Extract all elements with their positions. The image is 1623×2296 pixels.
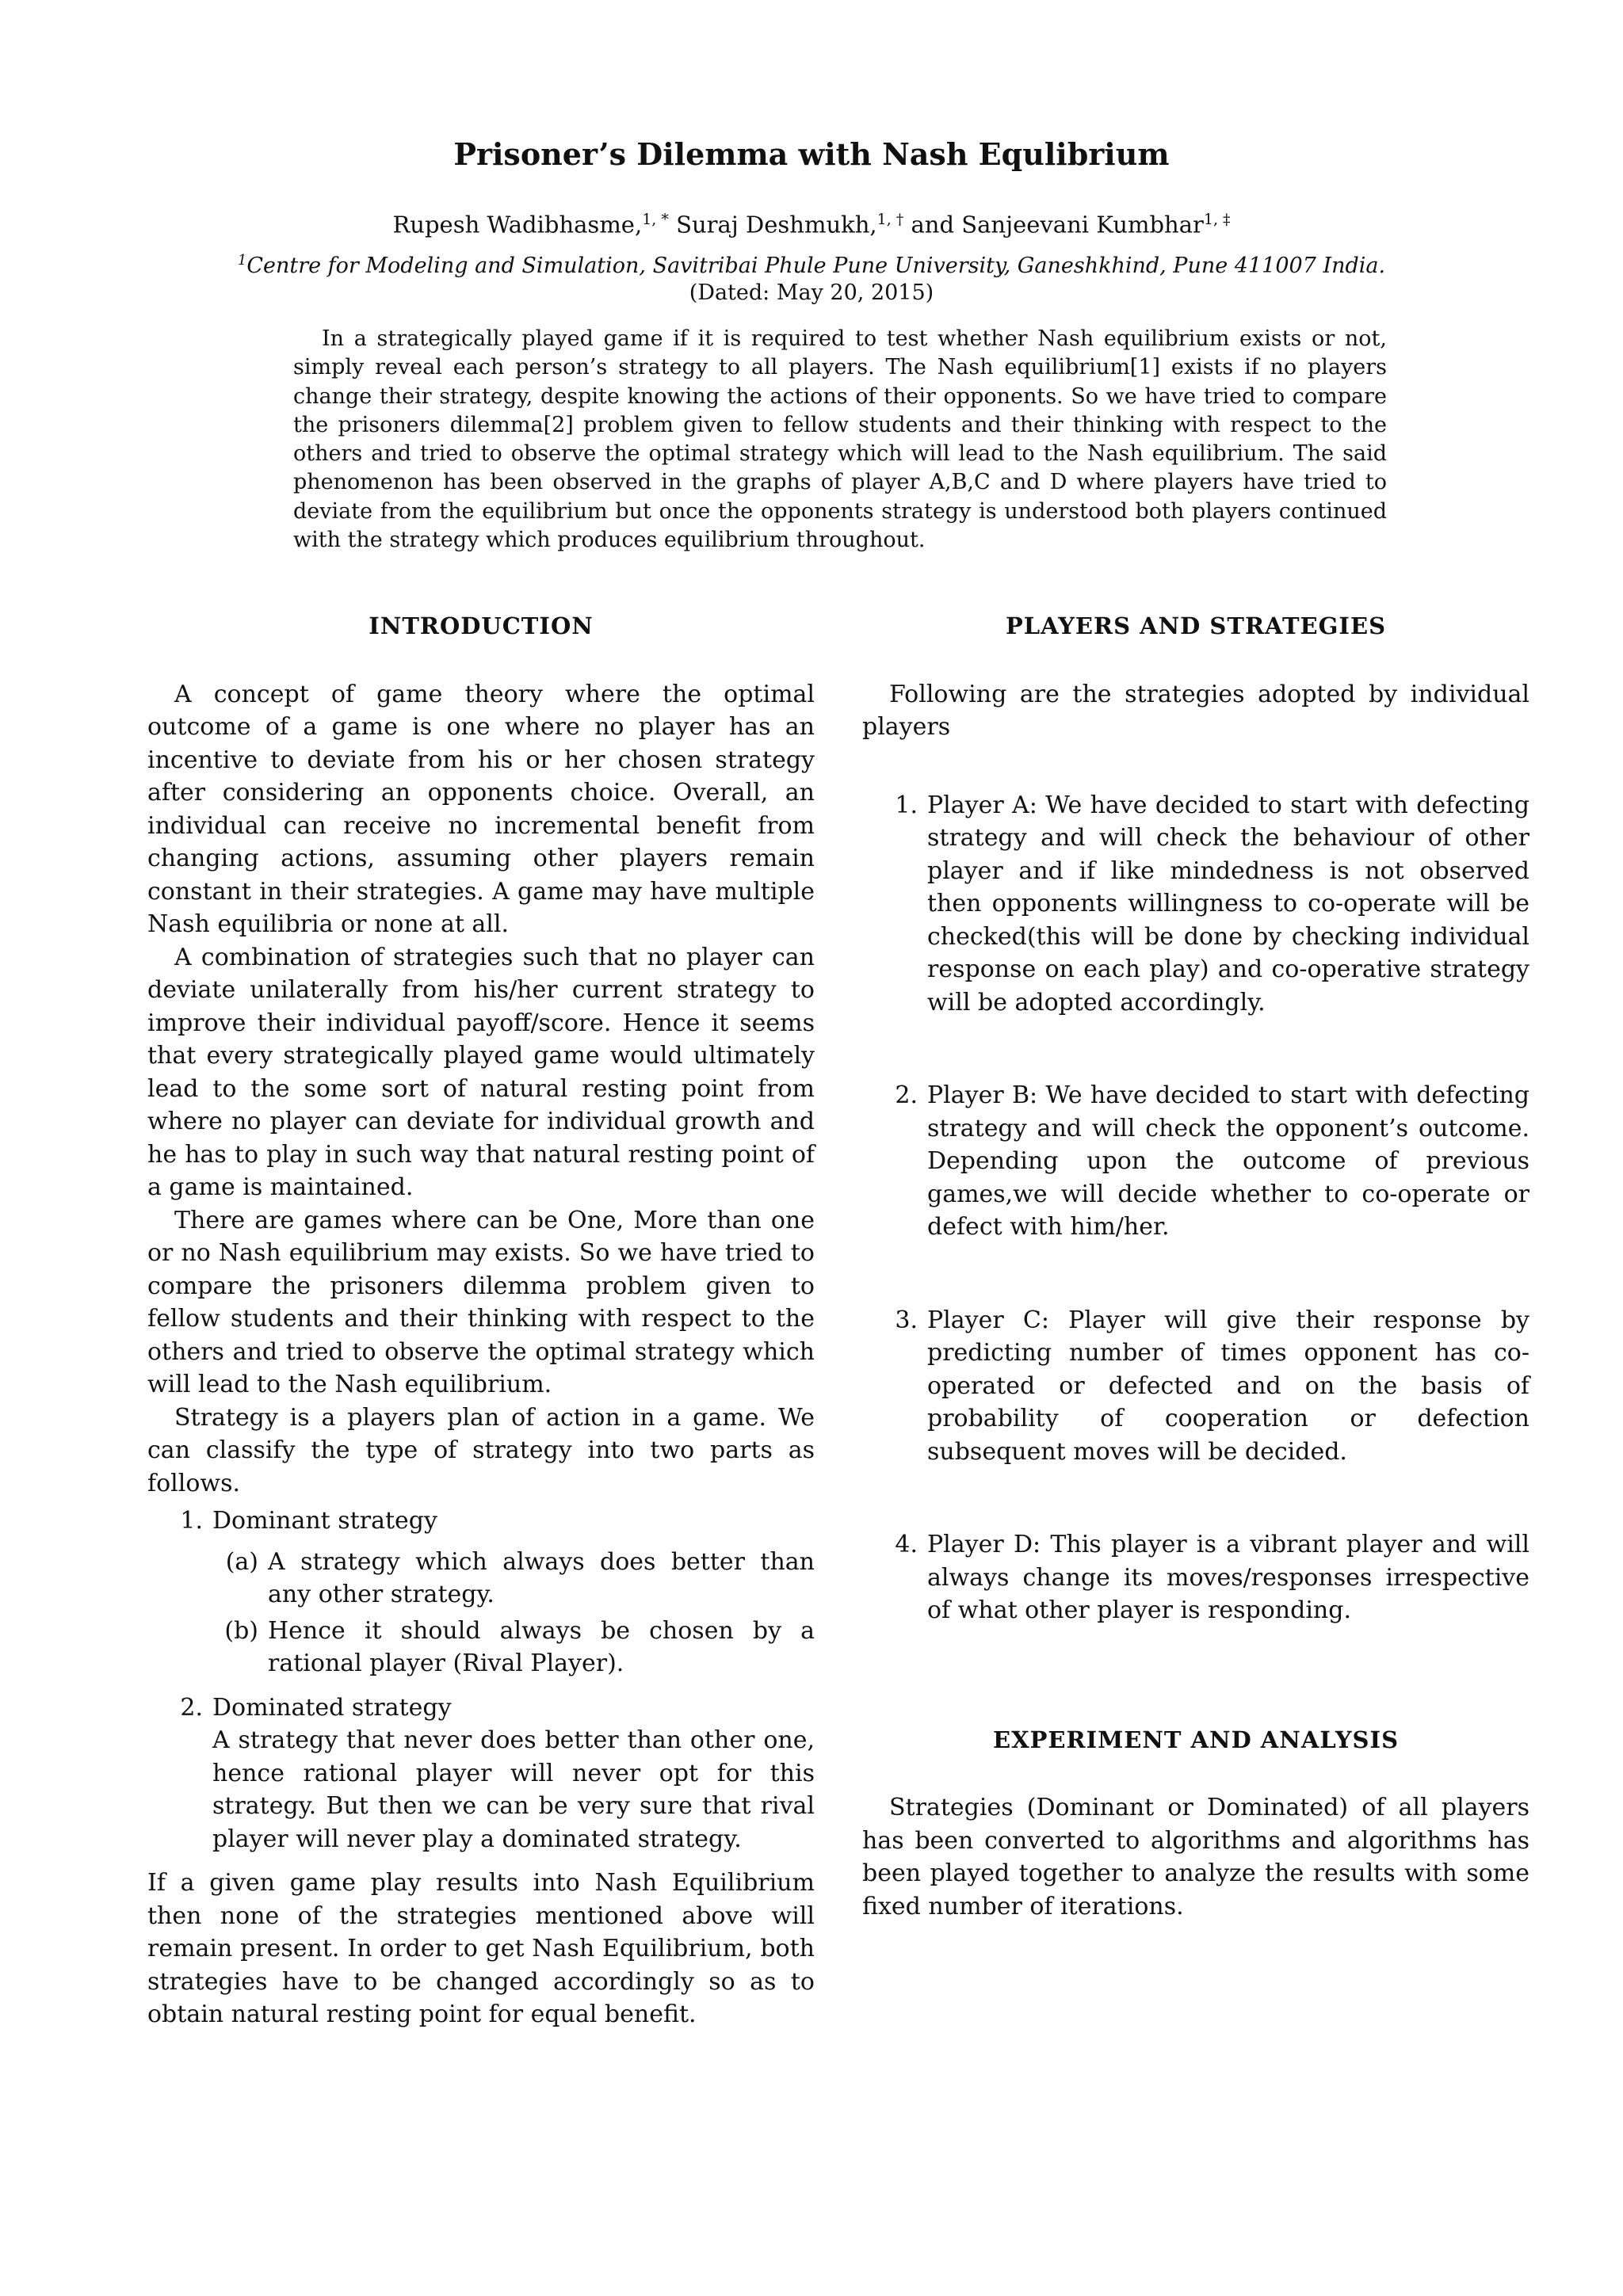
right-column [862,610,1529,1923]
intro-paragraph-3: There are games where can be One, More than one or no Nash equilibrium may exists. So we have tried to compare the prisoners dilemma problem given to fellow students and their thinking with respect to the others and tried to observe the optimal strategy which will lead to the Nash equilibrium. [147,1206,815,1398]
list-item-description: A strategy that never does better than other one, hence rational player will never opt for this strategy. But then we can be very sure that rival player will never play a dominated strategy. [212,1726,815,1853]
list-number: 1. [180,1507,203,1535]
author-affil-mark: 1, † [876,211,904,228]
list-number: 3. [895,1306,918,1334]
sub-list-item [212,1546,815,1611]
players-intro: Following are the strategies adopted by individual players [862,680,1529,741]
section-heading-experiment: EXPERIMENT AND ANALYSIS [992,1726,1400,1753]
sub-list-label: (b) [224,1616,258,1645]
sub-list-item [212,1615,815,1680]
sub-list-text: A strategy which always does better than any other strategy. [268,1547,815,1608]
author-line [0,211,1623,238]
intro-paragraph-2: A combination of strategies such that no player can deviate unilaterally from his/her current strategy to improve their individual payoff/score. Hence it seems that every strategically played game would ultimately lead to the some sort of natural resting point from where no player can deviate for individual growth and he has to play in such way that natural resting point of a game is maintained. [147,943,815,1201]
author-affil-mark: 1, ‡ [1203,211,1231,228]
affiliation [0,252,1623,278]
left-column [147,610,815,2031]
experiment-paragraph-1: Strategies (Dominant or Dominated) of all players has been converted to algorithms and algorithms has been played together to analyze the results with some fixed number of iterations. [862,1794,1529,1920]
author-affil-mark: 1, * [642,211,669,228]
abstract: In a strategically played game if it is required to test whether Nash equilibrium exists or not, simply reveal each person’s strategy to all players. The Nash equilibrium[1] exists if no players change their strategy, despite knowing the actions of their opponents. So we have tried to compare the prisoners dilemma[2] problem given to fellow students and their thinking with respect to the others and tried to observe the optimal strategy which will lead to the Nash equilibrium. The said phenomenon has been observed in the graphs of player A,B,C and D where players have tried to deviate from the equilibrium but once the opponents strategy is understood both players continued with the strategy which produces equilibrium throughout. [293,326,1387,553]
intro-paragraph-4: Strategy is a players plan of action in a game. We can classify the type of strategy into two parts as follows. [147,1403,815,1497]
list-item-text: Player A: We have decided to start with defecting strategy and will check the behaviour of other player and if like mindedness is not observed then opponents willingness to co-operate will be checked(this will be done by checking individual response on each play) and co-operative strategy will be adopted accordingly. [927,791,1529,1016]
list-item-text: Player C: Player will give their response by predicting number of times opponent has co-operated or defected and on the basis of probability of cooperation or defection subsequent moves will be decided. [927,1306,1529,1466]
paper-title: Prisoner’s Dilemma with Nash Equlibrium [453,136,1170,172]
list-number: 1. [895,791,918,819]
list-item [147,1505,815,1538]
list-item [862,1528,1529,1627]
affiliation-mark: 1 [237,252,247,269]
list-number: 4. [895,1531,918,1558]
list-number: 2. [180,1693,203,1722]
list-item [147,1691,815,1856]
list-item-text: Player B: We have decided to start with defecting strategy and will check the opponent’s outcome. Depending upon the outcome of previous games,we will decide whether to co-operate or defect with him/her. [927,1081,1529,1241]
list-item-text: Player D: This player is a vibrant player and will always change its moves/responses irrespective of what other player is responding. [927,1531,1529,1624]
section-heading-players: PLAYERS AND STRATEGIES [1005,612,1387,639]
date-line: (Dated: May 20, 2015) [689,280,934,305]
author-name: Suraj Deshmukh, [676,211,877,238]
intro-paragraph-5: If a given game play results into Nash Equilibrium then none of the strategies mentioned above will remain present. In order to get Nash Equilibrium, both strategies have to be changed accordingly so as to obtain natural resting point for equal benefit. [147,1869,815,2028]
list-item-text: Dominant strategy [212,1507,437,1535]
author-name: Rupesh Wadibhasme, [392,211,643,238]
list-item [862,789,1529,1020]
list-item-text: Dominated strategy [212,1693,452,1722]
sub-list-label: (a) [225,1547,258,1576]
list-item [862,1304,1529,1469]
sub-list-text: Hence it should always be chosen by a rational player (Rival Player). [268,1616,815,1677]
list-item [862,1079,1529,1244]
list-item-body [212,1691,815,1856]
author-name: and Sanjeevani Kumbhar [911,211,1204,238]
intro-paragraph-1: A concept of game theory where the optimal outcome of a game is one where no player has an incentive to deviate from his or her chosen strategy after considering an opponents choice. Overall, an individual can receive no incremental benefit from changing actions, assuming other players remain constant in their strategies. A game may have multiple Nash equilibria or none at all. [147,680,815,938]
list-number: 2. [895,1081,918,1109]
affiliation-text: Centre for Modeling and Simulation, Savitribai Phule Pune University, Ganeshkhind, Pune 411007 India. [246,254,1386,278]
section-heading-introduction: INTRODUCTION [369,612,594,639]
